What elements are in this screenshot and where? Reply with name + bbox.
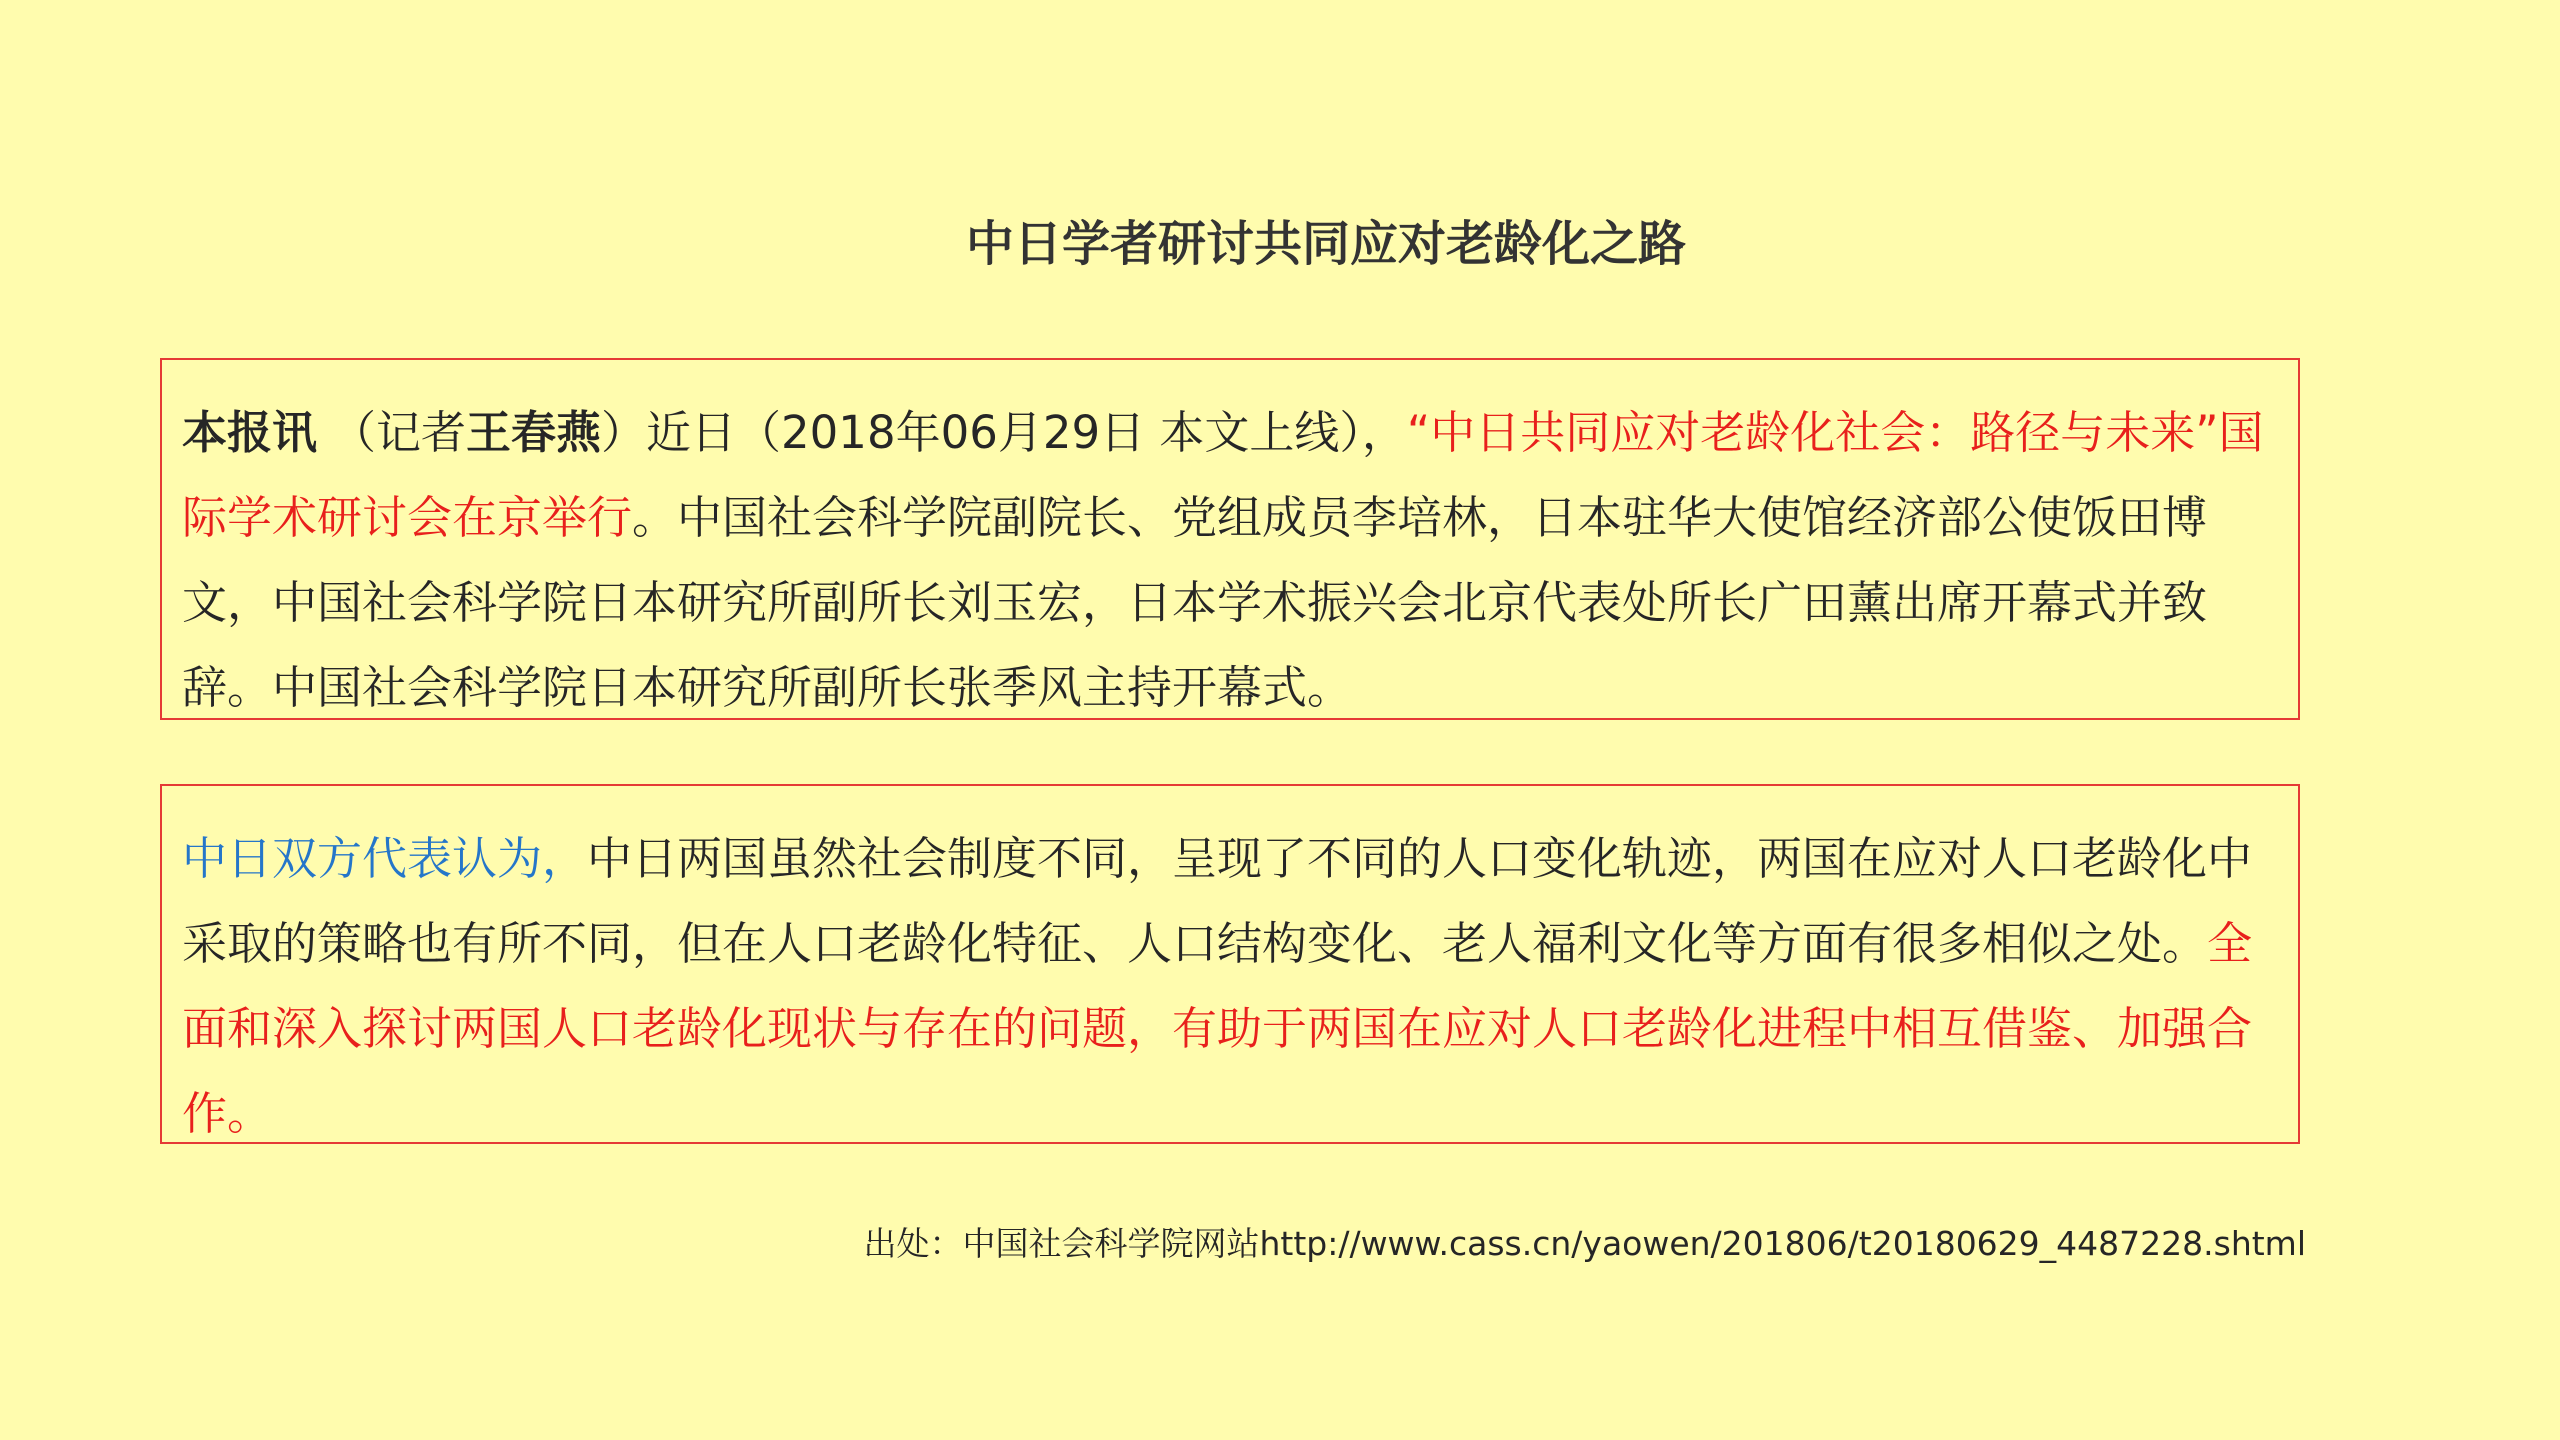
source-citation: 出处：中国社会科学院网站http://www.cass.cn/yaowen/201806/t20180629_4487228.shtml [863, 1224, 2306, 1263]
para2-lead: 中日双方代表认为， [182, 832, 588, 885]
summary-paragraph-box [160, 784, 2300, 1144]
reporter-open: （记者 [331, 406, 467, 459]
para2-body: 中日两国虽然社会制度不同，呈现了不同的人口变化轨迹，两国在应对人口老龄化中采取的策略也有所不同，但在人口老龄化特征、人口结构变化、老人福利文化等方面有很多相似之处。 [182, 832, 2253, 970]
lead-text: 本报讯 [182, 406, 318, 459]
para1-body: 。中国社会科学院副院长、党组成员李培林，日本驻华大使馆经济部公使饭田博文，中国社会科学院日本研究所副所长刘玉宏，日本学术振兴会北京代表处所长广田薰出席开幕式并致辞。中国社会科学院日本研究所副所长张季风主持开幕式。 [182, 491, 2208, 714]
dateline: ）近日（2018年06月29日 本文上线）， [601, 406, 1407, 459]
reporter-name: 王春燕 [466, 406, 602, 459]
para2-highlight: 全面和深入探讨两国人口老龄化现状与存在的问题，有助于两国在应对人口老龄化进程中相互借鉴、加强合作。 [182, 917, 2253, 1140]
event-highlight: “中日共同应对老龄化社会：路径与未来”国际学术研讨会在京举行 [182, 406, 2264, 544]
news-paragraph-box [160, 358, 2300, 720]
page-title: 中日学者研讨共同应对老龄化之路 [965, 216, 1686, 272]
